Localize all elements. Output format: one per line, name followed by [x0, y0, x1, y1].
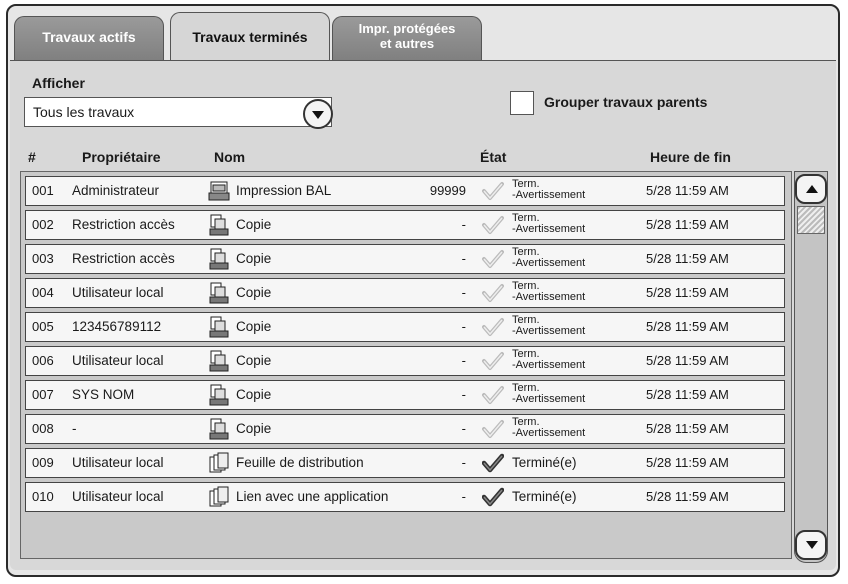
job-owner: SYS NOM [72, 387, 135, 402]
tab-label: Travaux terminés [192, 29, 308, 45]
checkmark-icon [482, 249, 504, 269]
job-quantity: - [461, 353, 466, 368]
job-state-line2: -Avertissement [512, 359, 586, 371]
job-quantity: - [461, 285, 466, 300]
checkmark-icon [482, 385, 504, 405]
table-row[interactable] [25, 210, 785, 240]
tab-label: Travaux actifs [42, 29, 136, 45]
table-row[interactable] [25, 244, 785, 274]
table-row[interactable] [25, 278, 785, 308]
table-row[interactable] [25, 380, 785, 410]
copy-icon [208, 384, 230, 406]
job-name: Copie [236, 319, 272, 334]
job-state-line1: Term. [512, 416, 540, 428]
column-header-state: État [480, 149, 507, 165]
job-number: 005 [32, 319, 54, 334]
tab-label-line1: Impr. protégées [358, 21, 456, 36]
job-state-line1: Term. [512, 246, 540, 258]
job-end-time: 5/28 11:59 AM [646, 455, 729, 470]
job-name: Feuille de distribution [236, 455, 364, 470]
scroll-down-button[interactable] [795, 530, 827, 560]
job-name: Copie [236, 353, 272, 368]
job-state-line2: -Avertissement [512, 291, 586, 303]
job-state-line2: -Avertissement [512, 427, 586, 439]
completed-jobs-panel [10, 60, 836, 570]
job-state [512, 179, 585, 201]
copy-icon [208, 316, 230, 338]
job-name: Impression BAL [236, 183, 332, 198]
copy-icon [208, 214, 230, 236]
column-header-name: Nom [214, 149, 246, 165]
group-parent-jobs-checkbox[interactable] [510, 91, 534, 115]
job-quantity: - [461, 489, 466, 504]
checkmark-icon [482, 317, 504, 337]
job-end-time: 5/28 11:59 AM [646, 489, 729, 504]
job-state-line2: -Avertissement [512, 189, 586, 201]
table-row[interactable] [25, 176, 785, 206]
job-quantity: - [461, 217, 466, 232]
filter-label: Afficher [32, 75, 85, 91]
group-parent-jobs-label: Grouper travaux parents [544, 94, 708, 110]
table-row[interactable] [25, 448, 785, 478]
job-number: 002 [32, 217, 54, 232]
job-name: Copie [236, 251, 272, 266]
checkmark-icon [482, 283, 504, 303]
job-state [512, 417, 585, 439]
job-name: Copie [236, 217, 272, 232]
job-state-line1: Term. [512, 348, 540, 360]
tab-label-line2: et autres [379, 36, 435, 51]
job-state-line1: Term. [512, 280, 540, 292]
job-owner: Administrateur [72, 183, 160, 198]
document-stack-icon [208, 452, 230, 474]
checkmark-icon [482, 181, 504, 201]
job-state [512, 247, 585, 269]
column-header-owner: Propriétaire [82, 149, 161, 165]
job-state-line1: Term. [512, 314, 540, 326]
job-owner: Utilisateur local [72, 285, 164, 300]
job-end-time: 5/28 11:59 AM [646, 183, 729, 198]
tab-active-jobs[interactable] [14, 16, 164, 60]
job-owner: - [72, 421, 77, 436]
job-owner: Restriction accès [72, 251, 175, 266]
job-state [512, 315, 585, 337]
job-state-line2: -Avertissement [512, 325, 586, 337]
copy-icon [208, 248, 230, 270]
job-state-line1: Term. [512, 178, 540, 190]
table-row[interactable] [25, 312, 785, 342]
checkmark-icon [482, 419, 504, 439]
job-owner: 123456789112 [72, 319, 162, 334]
checkmark-icon [482, 215, 504, 235]
job-number: 009 [32, 455, 54, 470]
job-state: Terminé(e) [512, 455, 577, 470]
scroll-up-button[interactable] [795, 174, 827, 204]
job-state [512, 281, 585, 303]
job-name: Lien avec une application [236, 489, 389, 504]
job-number: 007 [32, 387, 54, 402]
job-quantity: - [461, 319, 466, 334]
job-name: Copie [236, 387, 272, 402]
copy-icon [208, 350, 230, 372]
job-owner: Utilisateur local [72, 353, 164, 368]
job-owner: Restriction accès [72, 217, 175, 232]
job-state-line1: Term. [512, 212, 540, 224]
job-end-time: 5/28 11:59 AM [646, 285, 729, 300]
tab-completed-jobs[interactable] [170, 12, 330, 60]
job-end-time: 5/28 11:59 AM [646, 251, 729, 266]
scroll-thumb[interactable] [797, 206, 825, 234]
job-quantity: - [461, 387, 466, 402]
job-end-time: 5/28 11:59 AM [646, 319, 729, 334]
column-header-num: # [28, 149, 36, 165]
job-state-line2: -Avertissement [512, 223, 586, 235]
filter-dropdown[interactable] [24, 97, 332, 127]
job-end-time: 5/28 11:59 AM [646, 217, 729, 232]
job-state [512, 213, 585, 235]
job-state-line2: -Avertissement [512, 257, 586, 269]
job-quantity: - [461, 421, 466, 436]
job-quantity: - [461, 251, 466, 266]
job-owner: Utilisateur local [72, 489, 164, 504]
job-number: 008 [32, 421, 54, 436]
job-end-time: 5/28 11:59 AM [646, 387, 729, 402]
job-name: Copie [236, 421, 272, 436]
chevron-down-icon[interactable] [303, 99, 333, 129]
job-number: 006 [32, 353, 54, 368]
job-state [512, 383, 585, 405]
job-end-time: 5/28 11:59 AM [646, 421, 729, 436]
table-row[interactable] [25, 414, 785, 444]
job-quantity: 99999 [429, 183, 466, 198]
copy-icon [208, 282, 230, 304]
job-number: 001 [32, 183, 54, 198]
job-end-time: 5/28 11:59 AM [646, 353, 729, 368]
checkmark-icon [482, 487, 504, 507]
table-row[interactable] [25, 482, 785, 512]
scrollbar[interactable] [794, 171, 828, 563]
copy-icon [208, 418, 230, 440]
printer-icon [208, 180, 230, 202]
job-list [20, 171, 792, 559]
document-stack-icon [208, 486, 230, 508]
job-state: Terminé(e) [512, 489, 577, 504]
job-number: 004 [32, 285, 54, 300]
tab-secure-print[interactable] [332, 16, 482, 60]
table-row[interactable] [25, 346, 785, 376]
job-number: 003 [32, 251, 54, 266]
job-state-line1: Term. [512, 382, 540, 394]
column-header-end-time: Heure de fin [650, 149, 731, 165]
job-name: Copie [236, 285, 272, 300]
job-number: 010 [32, 489, 54, 504]
job-state [512, 349, 585, 371]
checkmark-icon [482, 351, 504, 371]
job-state-line2: -Avertissement [512, 393, 586, 405]
checkmark-icon [482, 453, 504, 473]
job-quantity: - [461, 455, 466, 470]
job-owner: Utilisateur local [72, 455, 164, 470]
filter-value: Tous les travaux [33, 104, 135, 120]
